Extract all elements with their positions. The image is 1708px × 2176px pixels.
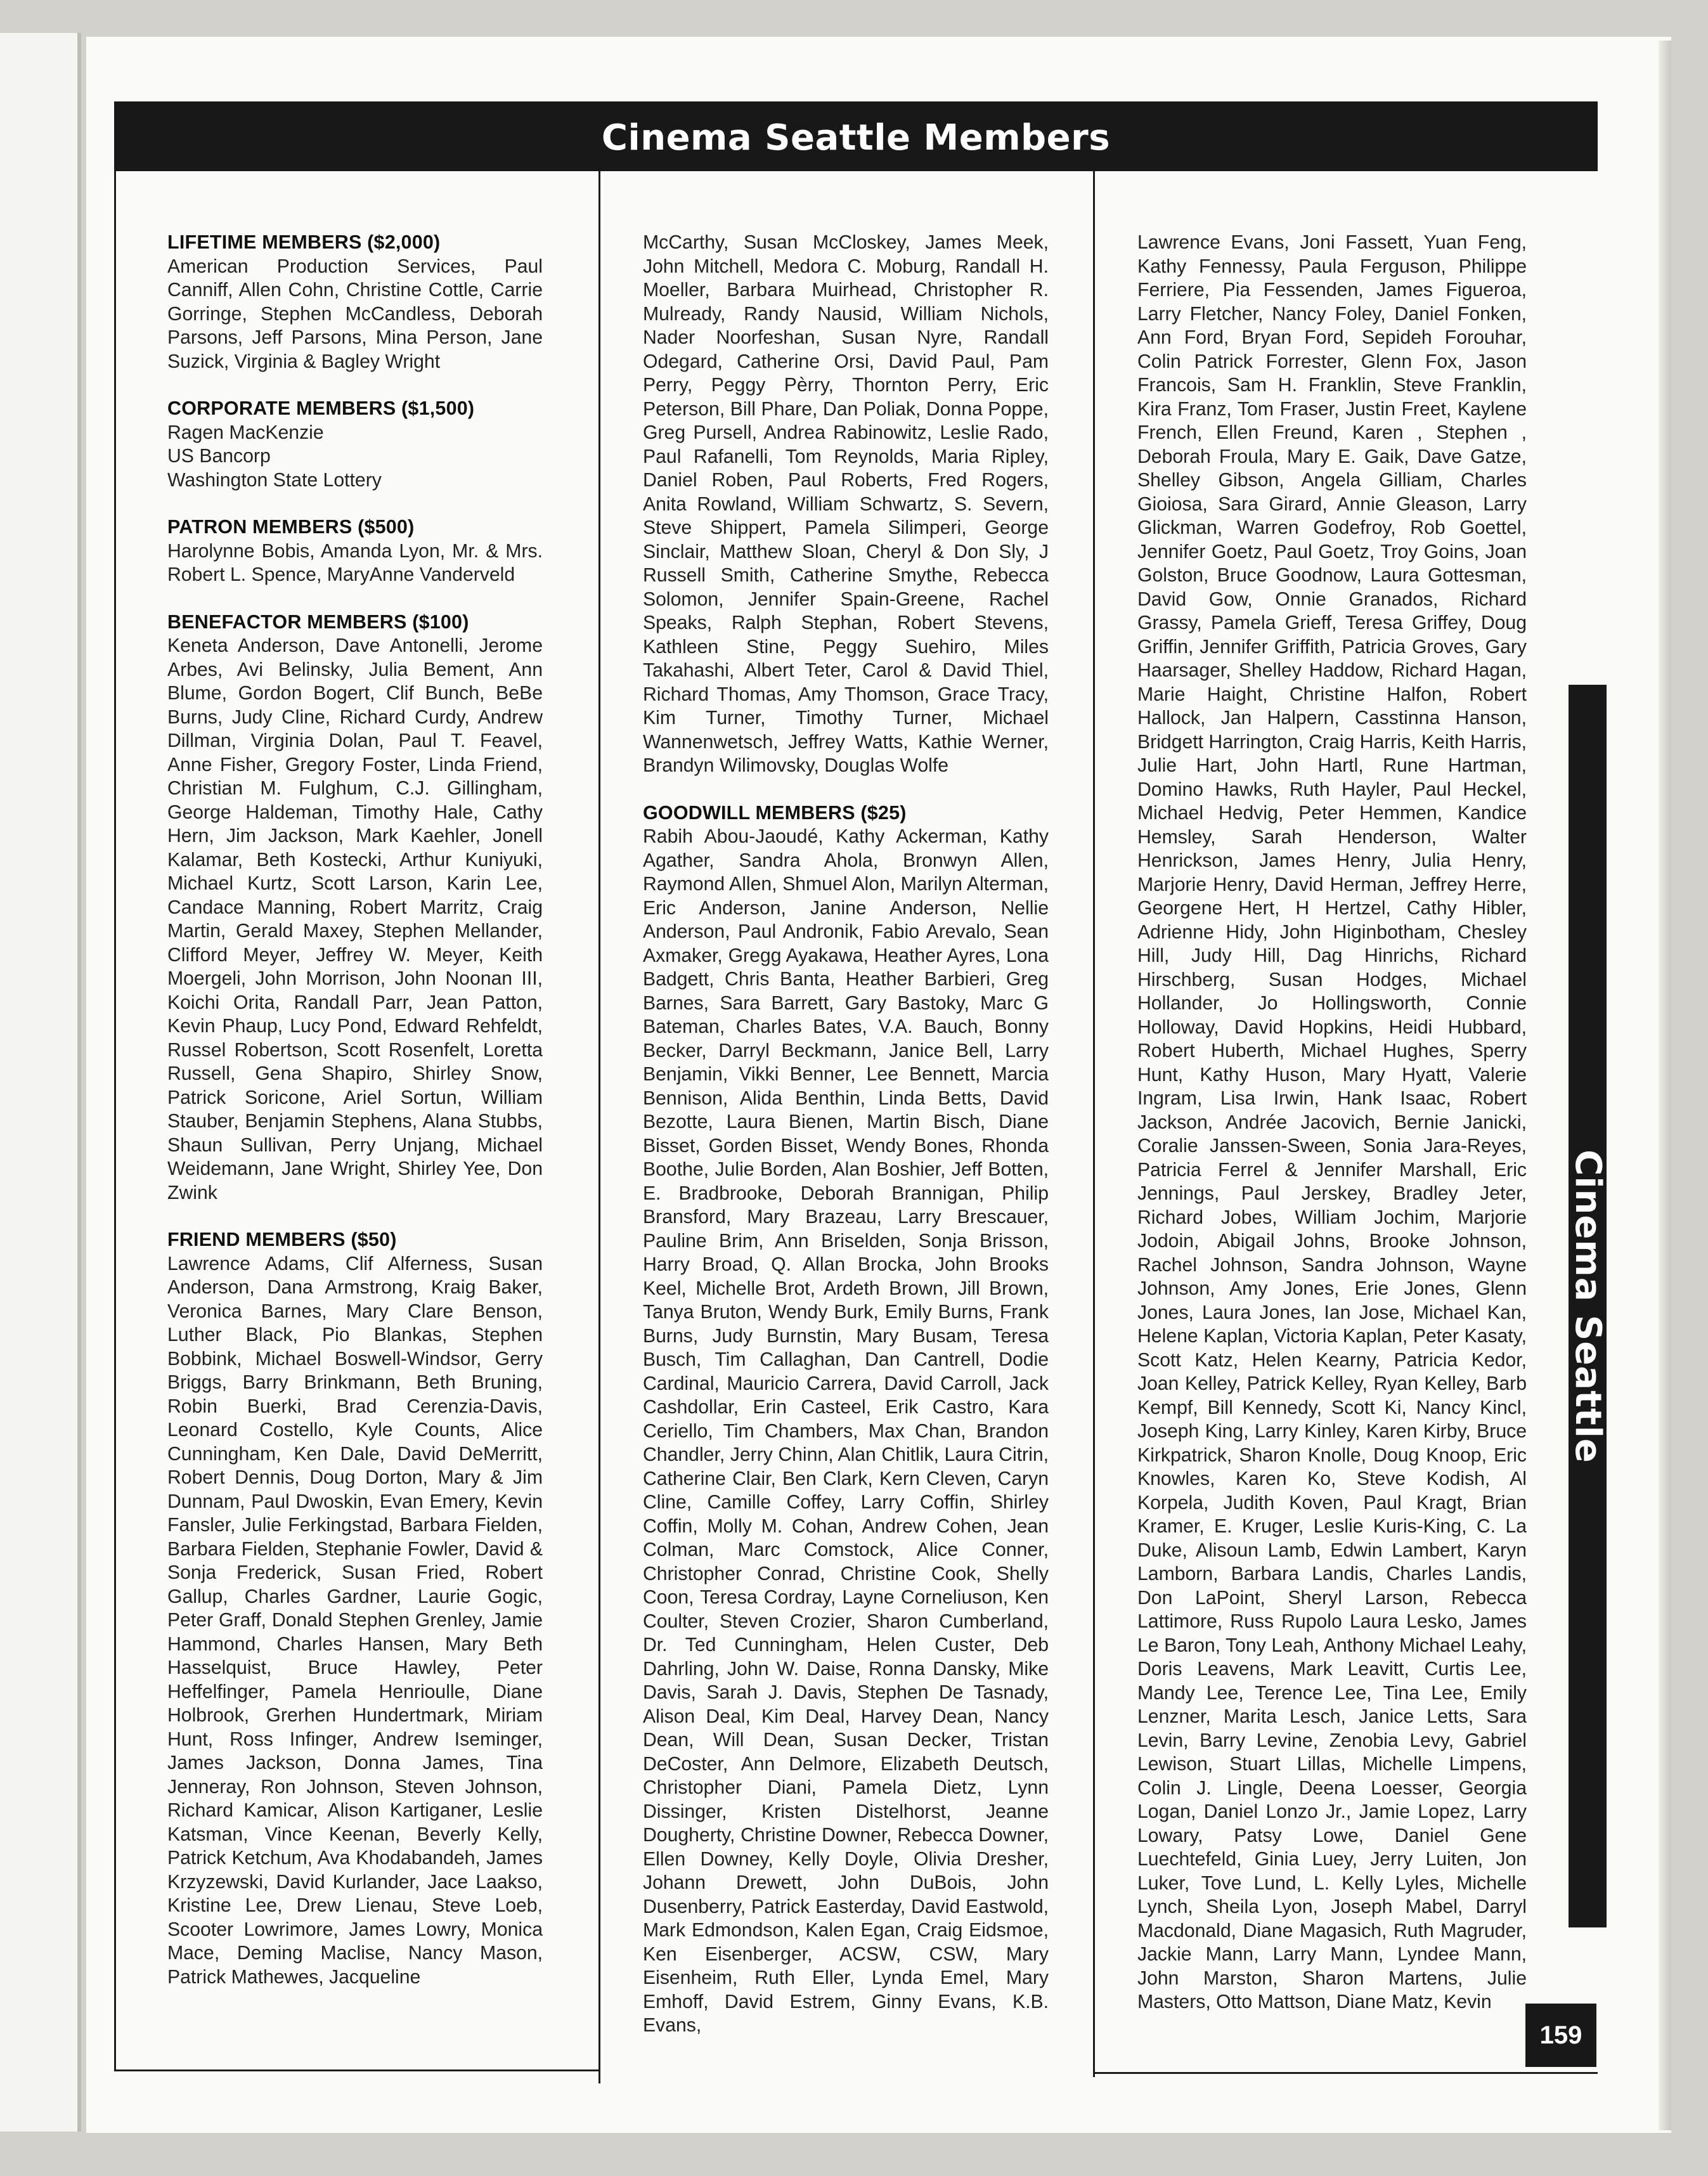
goodwill-members-section xyxy=(643,801,1049,2038)
page-edge-shadow xyxy=(1659,41,1671,2130)
column-rule-2 xyxy=(1093,171,1095,2077)
column-rule-bottom-right xyxy=(1093,2072,1598,2074)
section-heading: CORPORATE MEMBERS ($1,500) xyxy=(167,398,475,419)
benefactor-members-section xyxy=(167,611,543,1205)
member-name: Washington State Lottery xyxy=(167,469,382,491)
corporate-members-section xyxy=(167,397,543,492)
member-names: Keneta Anderson, Dave Antonelli, Jerome Arbes, Avi Belinsky, Julia Bement, Ann Blume, Gordon Bogert, Clif Bunch, BeBe Burns, Judy Cline, Richard Curdy, Andrew Dillman, Virginia Dolan, Paul T. Feavel, Anne Fisher, Gregory Foster, Linda Friend, Christian M. Fulghum, C.J. Gillingham, George Haldeman, Timothy Hale, Cathy Hern, Jim Jackson, Mark Kaehler, Jonell Kalamar, Beth Kostecki, Arthur Kuniyuki, Michael Kurtz, Scott Larson, Karin Lee, Candace Manning, Robert Marritz, Craig Martin, Gerald Maxey, Stephen Mellander, Clifford Meyer, Jeffrey W. Meyer, Keith Moergeli, John Morrison, John Noonan III, Koichi Orita, Randall Parr, Jean Patton, Kevin Phaup, Lucy Pond, Edward Rehfeldt, Russel Robertson, Scott Rosenfelt, Loretta Russell, Gena Shapiro, Shirley Snow, Patrick Soricone, Ariel Sortun, William Stauber, Benjamin Stephens, Alana Stubbs, Shaun Sullivan, Perry Unjang, Michael Weidemann, Jane Wright, Shirley Yee, Don Zwink xyxy=(167,635,543,1203)
side-tab-label xyxy=(1569,685,1607,1927)
member-names: American Production Services, Paul Canniff, Allen Cohn, Christine Cottle, Carrie Gorringe, Stephen McCandless, Deborah Parsons, Jeff Parsons, Mina Person, Jane Suzick, Virginia & Bagley Wright xyxy=(167,256,543,372)
member-name: Ragen MacKenzie xyxy=(167,422,324,443)
member-names: Rabih Abou-Jaoudé, Kathy Ackerman, Kathy Agather, Sandra Ahola, Bronwyn Allen, Raymond Allen, Shmuel Alon, Marilyn Alterman, Eric Anderson, Janine Anderson, Nellie Anderson, Paul Andronik, Fabio Arevalo, Sean Axmaker, Gregg Ayakawa, Heather Ayres, Lona Badgett, Chris Banta, Heather Barbieri, Greg Barnes, Sara Barrett, Gary Bastoky, Marc G Bateman, Charles Bates, V.A. Bauch, Bonny Becker, Darryl Beckmann, Janice Bell, Larry Benjamin, Vikki Benner, Lee Bennett, Marcia Bennison, Alida Benthin, Linda Betts, David Bezotte, Laura Bienen, Martin Bisch, Diane Bisset, Gorden Bisset, Wendy Bones, Rhonda Boothe, Julie Borden, Alan Boshier, Jeff Botten, E. Bradbrooke, Deborah Brannigan, Philip Bransford, Mary Brazeau, Larry Brescauer, Pauline Brim, Ann Briselden, Sonja Brisson, Harry Broad, Q. Allan Brocka, John Brooks Keel, Michelle Brot, Ardeth Brown, Jill Brown, Tanya Bruton, Wendy Burk, Emily Burns, Frank Burns, Judy Burnstin, Mary Busam, Teresa Busch, Tim Callaghan, Dan Cantrell, Dodie Cardinal, Mauricio Carrera, David Carroll, Jack Cashdollar, Erin Casteel, Erik Castro, Kara Ceriello, Tim Chambers, Max Chan, Brandon Chandler, Jerry Chinn, Alan Chitlik, Laura Citrin, Catherine Clair, Ben Clark, Kern Cleven, Caryn Cline, Camille Coffey, Larry Coffin, Shirley Coffin, Molly M. Cohan, Andrew Cohen, Jean Colman, Marc Comstock, Alice Conner, Christopher Conrad, Christine Cook, Shelly Coon, Teresa Cordray, Layne Corneliuson, Ken Coulter, Steven Crozier, Sharon Cumberland, Dr. Ted Cunningham, Helen Custer, Deb Dahrling, John W. Daise, Ronna Dansky, Mike Davis, Sarah J. Davis, Stephen De Tasnady, Alison Deal, Kim Deal, Harvey Dean, Nancy Dean, Will Dean, Susan Decker, Tristan DeCoster, Ann Delmore, Elizabeth Deutsch, Christopher Diani, Pamela Dietz, Lynn Dissinger, Kristen Distelhorst, Jeanne Dougherty, Christine Downer, Rebecca Downer, Ellen Downey, Kelly Doyle, Olivia Dresher, Johann Drewett, John DuBois, John Dusenberry, Patrick Easterday, David Eastwold, Mark Edmondson, Kalen Egan, Craig Eidsmoe, Ken Eisenberger, ACSW, CSW, Mary Eisenheim, Ruth Eller, Lynda Emel, Mary Emhoff, David Estrem, Ginny Evans, K.B. Evans, xyxy=(643,826,1049,2036)
member-names: Lawrence Adams, Clif Alferness, Susan Anderson, Dana Armstrong, Kraig Baker, Veronica Barnes, Mary Clare Benson, Luther Black, Pio Blankas, Stephen Bobbink, Michael Boswell-Windsor, Gerry Briggs, Barry Brinkmann, Beth Bruning, Robin Buerki, Brad Cerenzia-Davis, Leonard Costello, Kyle Counts, Alice Cunningham, Ken Dale, David DeMerritt, Robert Dennis, Doug Dorton, Mary & Jim Dunnam, Paul Dwoskin, Evan Emery, Kevin Fansler, Julie Ferkingstad, Barbara Fielden, Barbara Fielden, Stephanie Fowler, David & Sonja Frederick, Susan Fried, Robert Gallup, Charles Gardner, Laurie Gogic, Peter Graff, Donald Stephen Grenley, Jamie Hammond, Charles Hansen, Mary Beth Hasselquist, Bruce Hawley, Peter Heffelfinger, Pamela Henrioulle, Diane Holbrook, Grerhen Hundertmark, Miriam Hunt, Ross Infinger, Andrew Iseminger, James Jackson, Donna James, Tina Jenneray, Ron Johnson, Steven Johnson, Richard Kamicar, Alison Kartiganer, Leslie Katsman, Vince Keenan, Beverly Kelly, Patrick Ketchum, Ava Khodabandeh, James Krzyzewski, David Kurlander, Jace Laakso, Kristine Lee, Drew Lienau, Steve Loeb, Scooter Lowrimore, James Lowry, Monica Mace, Deming Maclise, Nancy Mason, Patrick Mathewes, Jacqueline xyxy=(167,1253,543,1988)
section-heading: FRIEND MEMBERS ($50) xyxy=(167,1229,397,1250)
section-heading: PATRON MEMBERS ($500) xyxy=(167,516,415,538)
member-names: McCarthy, Susan McCloskey, James Meek, John Mitchell, Medora C. Moburg, Randall H. Moeller, Barbara Muirhead, Christopher R. Mulready, Randy Nausid, William Nichols, Nader Noorfeshan, Susan Nyre, Randall Odegard, Catherine Orsi, David Paul, Pam Perry, Peggy Pèrry, Thornton Perry, Eric Peterson, Bill Phare, Dan Poliak, Donna Poppe, Greg Pursell, Andrea Rabinowitz, Leslie Rado, Paul Rafanelli, Tom Reynolds, Maria Ripley, Daniel Roben, Paul Roberts, Fred Rogers, Anita Rowland, William Schwartz, S. Severn, Steve Shippert, Pamela Silimperi, George Sinclair, Matthew Sloan, Cheryl & Don Sly, J Russell Smith, Catherine Smythe, Rebecca Solomon, Jennifer Spain-Greene, Rachel Speaks, Ralph Stephan, Robert Stevens, Kathleen Stine, Peggy Suehiro, Miles Takahashi, Albert Teter, Carol & David Thiel, Richard Thomas, Amy Thomson, Grace Tracy, Kim Turner, Timothy Turner, Michael Wannenwetsch, Jeffrey Watts, Kathie Werner, Brandyn Wilimovsky, Douglas Wolfe xyxy=(643,232,1049,776)
page-number: 159 xyxy=(1539,2021,1582,2049)
column-1 xyxy=(167,231,543,2012)
section-heading: BENEFACTOR MEMBERS ($100) xyxy=(167,611,469,633)
facing-page-edge xyxy=(0,33,81,2132)
member-name: US Bancorp xyxy=(167,446,271,467)
section-heading: GOODWILL MEMBERS ($25) xyxy=(643,801,907,824)
column-rule-1 xyxy=(598,171,600,2083)
column-rule-bottom xyxy=(114,2069,600,2071)
patron-members-section xyxy=(167,515,543,587)
lifetime-members-section xyxy=(167,231,543,373)
goodwill-members-continued xyxy=(1137,231,1527,2014)
section-heading: LIFETIME MEMBERS ($2,000) xyxy=(167,231,441,253)
column-rule-left xyxy=(114,171,116,2071)
side-tab-text: Cinema Seattle xyxy=(1567,1149,1608,1463)
column-3 xyxy=(1137,231,1527,2038)
page-title: Cinema Seattle Members xyxy=(601,117,1111,159)
column-2 xyxy=(643,231,1049,2061)
member-names: Harolynne Bobis, Amanda Lyon, Mr. & Mrs. Robert L. Spence, MaryAnne Vanderveld xyxy=(167,540,543,585)
member-names: Lawrence Evans, Joni Fassett, Yuan Feng, Kathy Fennessy, Paula Ferguson, Philippe Ferriere, Pia Fessenden, James Figueroa, Larry Fletcher, Nancy Foley, Daniel Fonken, Ann Ford, Bryan Ford, Sepideh Forouhar, Colin Patrick Forrester, Glenn Fox, Jason Francois, Sam H. Franklin, Steve Franklin, Kira Franz, Tom Fraser, Justin Freet, Kaylene French, Ellen Freund, Karen , Stephen , Deborah Froula, Mary E. Gaik, Dave Gatze, Shelley Gibson, Angela Gilliam, Charles Gioiosa, Sara Girard, Annie Gleason, Larry Glickman, Warren Godefroy, Rob Goettel, Jennifer Goetz, Paul Goetz, Troy Goins, Joan Golston, Bruce Goodnow, Laura Gottesman, David Gow, Onnie Granados, Richard Grassy, Pamela Grieff, Teresa Griffey, Doug Griffin, Jennifer Griffith, Patricia Groves, Gary Haarsager, Shelley Haddow, Richard Hagan, Marie Haight, Christine Halfon, Robert Hallock, Jan Halpern, Casstinna Hanson, Bridgett Harrington, Craig Harris, Keith Harris, Julie Hart, John Hartl, Rune Hartman, Domino Hawks, Ruth Hayler, Paul Heckel, Michael Hedvig, Peter Hemmen, Kandice Hemsley, Sarah Henderson, Walter Henrickson, James Henry, Julia Henry, Marjorie Henry, David Herman, Jeffrey Herre, Georgene Hert, H Hertzel, Cathy Hibler, Adrienne Hidy, John Higinbotham, Chesley Hill, Judy Hill, Dag Hinrichs, Richard Hirschberg, Susan Hodges, Michael Hollander, Jo Hollingsworth, Connie Holloway, David Hopkins, Heidi Hubbard, Robert Huberth, Michael Hughes, Sperry Hunt, Kathy Huson, Mary Hyatt, Valerie Ingram, Lisa Irwin, Hank Isaac, Robert Jackson, Andrée Jacovich, Bernie Janicki, Coralie Janssen-Sween, Sonia Jara-Reyes, Patricia Ferrel & Jennifer Marshall, Eric Jennings, Paul Jerskey, Bradley Jeter, Richard Jobes, William Jochim, Marjorie Jodoin, Abigail Johns, Brooke Johnson, Rachel Johnson, Sandra Johnson, Wayne Johnson, Amy Jones, Erie Jones, Glenn Jones, Laura Jones, Ian Jose, Michael Kan, Helene Kaplan, Victoria Kaplan, Peter Kasaty, Scott Katz, Helen Kearny, Patricia Kedor, Joan Kelley, Patrick Kelley, Ryan Kelley, Barb Kempf, Bill Kennedy, Scott Ki, Nancy Kincl, Joseph King, Larry Kinley, Karen Kirby, Bruce Kirkpatrick, Sharon Knolle, Doug Knoop, Eric Knowles, Karen Ko, Steve Kodish, Al Korpela, Judith Koven, Paul Kragt, Brian Kramer, E. Kruger, Leslie Kuris-King, C. La Duke, Alisoun Lamb, Edwin Lambert, Karyn Lamborn, Barbara Landis, Charles Landis, Don LaPoint, Sheryl Larson, Rebecca Lattimore, Russ Rupolo Laura Lesko, James Le Baron, Tony Leah, Anthony Michael Leahy, Doris Leavens, Mark Leavitt, Curtis Lee, Mandy Lee, Terence Lee, Tina Lee, Emily Lenzner, Marita Lesch, Janice Letts, Sara Levin, Barry Levine, Zenobia Levy, Gabriel Lewison, Stuart Lillas, Michelle Limpens, Colin J. Lingle, Deena Loesser, Georgia Logan, Daniel Lonzo Jr., Jamie Lopez, Larry Lowary, Patsy Lowe, Daniel Gene Luechtefeld, Ginia Luey, Jerry Luiten, Jon Luker, Tove Lund, L. Kelly Lyles, Michelle Lynch, Sheila Lyon, Joseph Mabel, Darryl Macdonald, Diane Magasich, Ruth Magruder, Jackie Mann, Larry Mann, Lyndee Mann, John Marston, Sharon Martens, Julie Masters, Otto Mattson, Diane Matz, Kevin xyxy=(1137,232,1527,2012)
friend-members-section xyxy=(167,1228,543,1989)
friend-members-continued xyxy=(643,231,1049,778)
